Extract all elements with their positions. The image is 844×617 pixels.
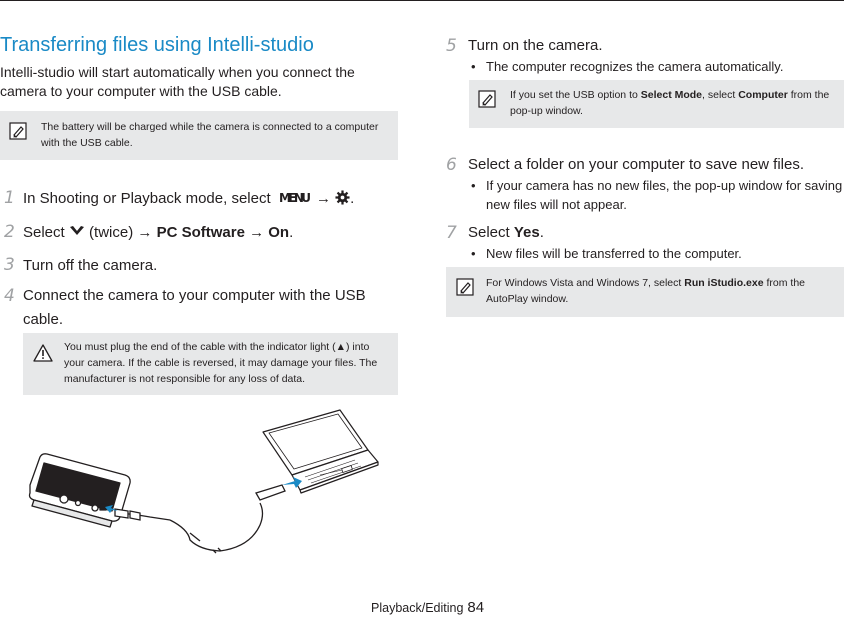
menu-icon [278,190,312,204]
caution-box [23,333,398,395]
step-3-text: Turn off the camera. [23,257,158,274]
section-title: Transferring files using Intelli-studio [0,34,314,56]
note-battery [0,111,398,160]
note-pencil-icon [456,278,474,296]
page-number: 84 [467,599,485,616]
step-number: 4 [4,286,15,306]
step-number: 3 [4,255,15,275]
step-4-text: Connect the camera to your computer with the USB cable. [23,287,366,328]
step-number: 7 [446,223,457,243]
usb-cable [115,485,285,553]
gear-icon [335,190,350,205]
note-windows [446,267,844,317]
camera-usb-laptop-illustration [20,405,400,590]
note-pencil-icon [478,90,496,108]
note-battery-text: The battery will be charged while the camera is connected to a computer with the USB cable. [41,121,379,149]
step-5-text: Turn on the camera. [468,37,603,54]
laptop-illustration [263,410,378,493]
step-number: 6 [446,155,457,175]
step-7-text: Select Yes. [468,224,544,241]
step-number: 5 [446,36,457,56]
warning-icon [33,344,53,362]
page-footer [371,599,484,616]
svg-text:MENU: MENU [278,191,311,204]
note-windows-text: For Windows Vista and Windows 7, select Run iStudio.exe from the AutoPlay window. [486,277,806,305]
step-number: 2 [4,222,15,242]
note-usb-text: If you set the USB option to Select Mode, select Computer from the pop-up window. [510,89,830,117]
caution-text: You must plug the end of the cable with the indicator light (▲) into your camera. If the cable is reversed, it may damage your files. The manufacturer is not responsible for any loss of data. [64,341,378,385]
step-6-text: Select a folder on your computer to save new files. [468,156,805,173]
step-number: 1 [4,188,15,208]
step-2-text: Select (twice) → PC Software → On. [23,224,294,241]
chevron-down-icon [69,225,85,237]
footer-section-label: Playback/Editing [371,601,464,615]
top-rule [0,0,844,1]
note-usb-option [469,80,844,128]
step-1-text: In Shooting or Playback mode, select MENU → . [23,190,355,207]
intro-paragraph: Intelli-studio will start automatically when you connect the camera to your computer with the USB cable. [0,64,355,99]
note-pencil-icon [9,122,27,140]
